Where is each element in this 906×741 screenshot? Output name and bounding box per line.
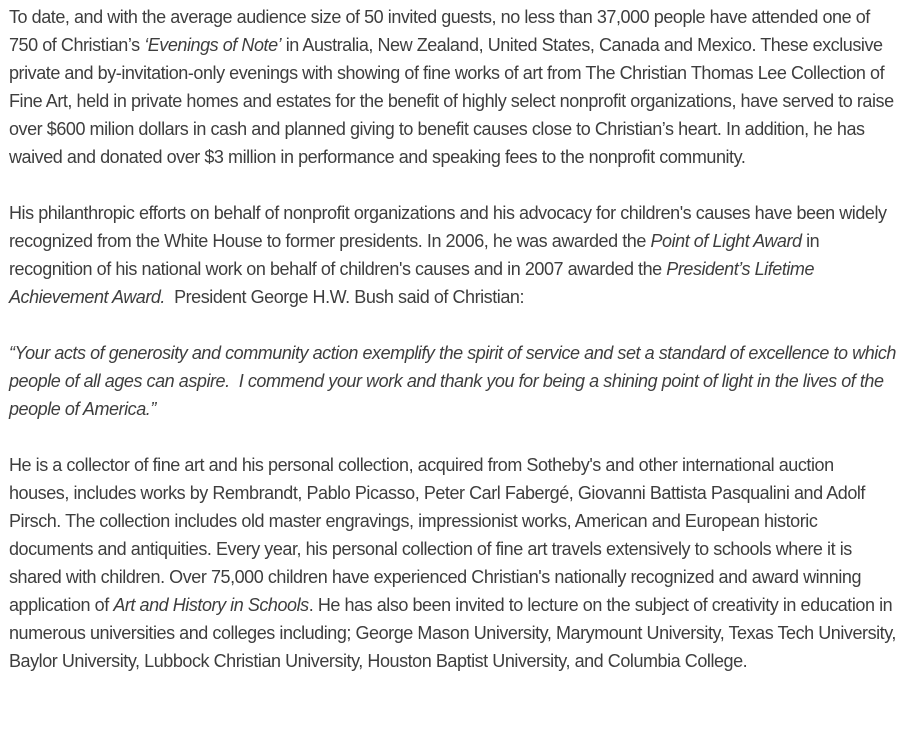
text-segment: His philanthropic efforts on behalf of nonprofit organizations and his advocacy for children's causes have been widely recognized from the White House to former presidents. In 2006, he was awarded the	[9, 203, 892, 251]
paragraph-art-collection	[9, 451, 901, 675]
text-segment: To date, and with the average audience size of 50 invited guests, no less than 37,000 people have attended one of 750 of Christian’s	[9, 7, 875, 55]
text-segment: He is a collector of fine art and his personal collection, acquired from Sotheby's and other international auction houses, includes works by Rembrandt, Pablo Picasso, Peter Carl Fabergé, Giovanni Battista Pasqualini and Adolf Pirsch. The collection includes old master engravings, impressionist works, American and European historic documents and antiquities. Every year, his personal collection of fine art travels extensively to schools where it is shared with children. Over 75,000 children have experienced Christian's nationally recognized and award winning application of	[9, 455, 870, 615]
paragraph-bush-quote	[9, 339, 901, 423]
text-segment: ‘Evenings of Note’	[144, 35, 282, 55]
text-segment: Art and History in Schools	[113, 595, 309, 615]
text-segment: in Australia, New Zealand, United States, Canada and Mexico. These exclusive private and by-invitation-only evenings with showing of fine works of art from The Christian Thomas Lee Collection of Fine Art, held in private homes and estates for the benefit of highly select nonprofit organizations, have served to raise over $600 milion dollars in cash and planned giving to benefit causes close to Christian’s heart. In addition, he has waived and donated over $3 million in performance and speaking fees to the nonprofit community.	[9, 35, 899, 167]
text-segment: “Your acts of generosity and community action exemplify the spirit of service and set a standard of excellence to which people of all ages can aspire. I commend your work and thank you for being a shining point of light in the lives of the people of America.”	[9, 343, 901, 419]
text-segment: Point of Light Award	[650, 231, 802, 251]
paragraph-evenings-of-note	[9, 3, 898, 171]
text-segment: President’s Lifetime Achievement Award.	[9, 259, 818, 307]
paragraph-philanthropy-awards	[9, 199, 898, 311]
text-segment: President George H.W. Bush said of Christian:	[164, 287, 525, 307]
text-segment: in recognition of his national work on behalf of children's causes and in 2007 awarded the	[9, 231, 824, 279]
text-segment: . He has also been invited to lecture on the subject of creativity in education in numerous universities and colleges including; George Mason University, Marymount University, Texas Tech University, Baylor University, Lubbock Christian University, Houston Baptist University, and Columbia College.	[9, 595, 901, 671]
